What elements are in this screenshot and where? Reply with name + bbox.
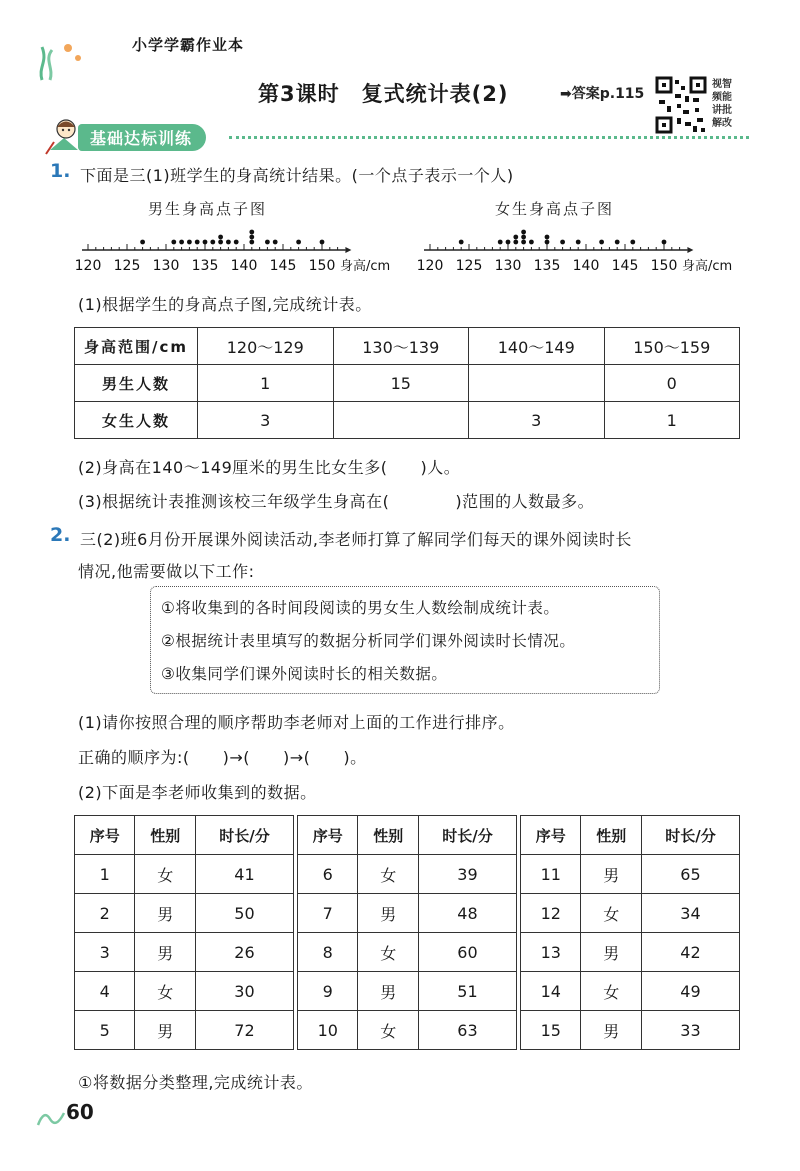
girl-plot-dot <box>529 240 534 245</box>
page-number: 60 <box>66 1100 94 1124</box>
gender-cell: 女 <box>135 855 195 894</box>
gender-cell: 女 <box>358 855 418 894</box>
number-cell: 7 <box>298 894 358 933</box>
gender-cell: 女 <box>581 894 641 933</box>
boy-plot-tick-label: 130 <box>152 258 180 274</box>
girl-plot-dot <box>560 240 565 245</box>
question-1-text: 下面是三(1)班学生的身高统计结果。(一个点子表示一个人) <box>80 166 514 185</box>
number-cell: 2 <box>75 894 135 933</box>
question-2-part-2: (2)下面是李老师收集到的数据。 <box>78 783 317 802</box>
number-cell: 3 <box>75 933 135 972</box>
gender-cell: 男 <box>135 894 195 933</box>
question-1-part-1: (1)根据学生的身高点子图,完成统计表。 <box>78 295 372 314</box>
column-header-gender: 性别 <box>358 816 418 855</box>
qr-caption: 视智 频能 讲批 解改 <box>712 79 732 129</box>
girl-count-row <box>75 402 740 439</box>
number-cell: 12 <box>521 894 581 933</box>
duration-cell: 65 <box>641 855 739 894</box>
duration-cell: 63 <box>418 1011 516 1050</box>
gender-cell: 男 <box>358 894 418 933</box>
table-row <box>75 894 294 933</box>
range-cell: 120～129 <box>198 328 334 365</box>
number-cell: 5 <box>75 1011 135 1050</box>
table-row <box>521 894 740 933</box>
question-2-text-line-2: 情况,他需要做以下工作: <box>78 562 255 581</box>
girl-plot-dot <box>545 240 550 245</box>
duration-cell: 41 <box>195 855 293 894</box>
duration-cell: 50 <box>195 894 293 933</box>
girl-plot-dot <box>521 235 526 240</box>
boy-plot-dot <box>320 240 325 245</box>
boy-plot-tick-label: 150 <box>308 258 336 274</box>
table-row <box>521 933 740 972</box>
gender-cell: 女 <box>358 1011 418 1050</box>
number-cell: 15 <box>521 1011 581 1050</box>
girl-dot-plot <box>416 224 756 280</box>
boy-plot-tick-label: 145 <box>269 258 297 274</box>
boy-plot-dot <box>249 240 254 245</box>
boy-plot-tick-label: 135 <box>191 258 219 274</box>
girl-plot-dot <box>545 235 550 240</box>
number-cell: 8 <box>298 933 358 972</box>
number-cell: 13 <box>521 933 581 972</box>
table-row <box>75 1011 294 1050</box>
girl-plot-tick-label: 120 <box>416 258 444 274</box>
height-table-header-row <box>75 328 740 365</box>
column-header-number: 序号 <box>75 816 135 855</box>
girl-plot-dot <box>599 240 604 245</box>
task-item-1: ①将收集到的各时间段阅读的男女生人数绘制成统计表。 <box>161 599 560 617</box>
girl-count-label: 女生人数 <box>75 402 198 439</box>
number-cell: 10 <box>298 1011 358 1050</box>
question-1-number: 1. <box>50 160 71 182</box>
gender-cell: 女 <box>135 972 195 1011</box>
number-cell: 6 <box>298 855 358 894</box>
column-header-duration: 时长/分 <box>195 816 293 855</box>
book-title: 小学学霸作业本 <box>132 36 245 54</box>
number-cell: 11 <box>521 855 581 894</box>
height-stat-table <box>74 327 740 439</box>
boy-count-cell[interactable]: 15 <box>333 365 469 402</box>
boy-count-cell[interactable]: 1 <box>198 365 334 402</box>
boy-plot-tick-label: 140 <box>230 258 258 274</box>
girl-plot-tick-label: 135 <box>533 258 561 274</box>
boy-count-row <box>75 365 740 402</box>
task-item-3: ③收集同学们课外阅读时长的相关数据。 <box>161 665 448 683</box>
order-answer-line: 正确的顺序为:( )→( )→( )。 <box>78 748 367 767</box>
table-row <box>75 855 294 894</box>
girl-count-cell[interactable]: 3 <box>198 402 334 439</box>
boy-plot-dot <box>234 240 239 245</box>
boy-plot-tick-label: 120 <box>74 258 102 274</box>
girl-plot-tick-label: 145 <box>611 258 639 274</box>
number-cell: 4 <box>75 972 135 1011</box>
duration-cell: 30 <box>195 972 293 1011</box>
boy-plot-axis-unit: 身高/cm <box>340 259 391 274</box>
table-row <box>298 894 517 933</box>
data-table-block <box>297 815 517 1050</box>
girl-plot-dot <box>521 230 526 235</box>
seaweed-decoration-icon <box>30 32 90 82</box>
duration-cell: 48 <box>418 894 516 933</box>
boy-plot-dot <box>195 240 200 245</box>
table-row <box>521 972 740 1011</box>
girl-count-cell[interactable]: 3 <box>469 402 605 439</box>
girl-plot-dot <box>506 240 511 245</box>
question-2-part-2-1: ①将数据分类整理,完成统计表。 <box>78 1073 313 1092</box>
girl-count-cell[interactable]: 1 <box>604 402 740 439</box>
girl-plot-dot <box>662 240 667 245</box>
reading-data-tables <box>74 815 740 1055</box>
girl-plot-title: 女生身高点子图 <box>495 200 615 218</box>
table-row <box>75 933 294 972</box>
gender-cell: 男 <box>581 1011 641 1050</box>
girl-plot-tick-label: 130 <box>494 258 522 274</box>
question-1-part-2: (2)身高在140～149厘米的男生比女生多( )人。 <box>78 458 461 477</box>
lesson-title: 第3课时 复式统计表(2) <box>258 82 509 106</box>
data-table-header-row <box>298 816 517 855</box>
boy-count-cell[interactable] <box>469 365 605 402</box>
column-header-gender: 性别 <box>581 816 641 855</box>
girl-plot-dot <box>630 240 635 245</box>
boy-plot-tick-label: 125 <box>113 258 141 274</box>
boy-plot-dot <box>226 240 231 245</box>
duration-cell: 49 <box>641 972 739 1011</box>
number-cell: 1 <box>75 855 135 894</box>
boy-plot-dot <box>218 240 223 245</box>
boy-dot-plot <box>74 224 414 280</box>
boy-plot-dot <box>273 240 278 245</box>
boy-plot-dot <box>187 240 192 245</box>
girl-plot-dot <box>615 240 620 245</box>
data-table-block <box>74 815 294 1050</box>
boy-count-cell[interactable]: 0 <box>604 365 740 402</box>
range-cell: 150～159 <box>604 328 740 365</box>
duration-cell: 51 <box>418 972 516 1011</box>
gender-cell: 女 <box>358 933 418 972</box>
girl-count-cell[interactable] <box>333 402 469 439</box>
question-2-text-line-1: 三(2)班6月份开展课外阅读活动,李老师打算了解同学们每天的课外阅读时长 <box>80 530 632 549</box>
table-row <box>75 972 294 1011</box>
height-range-header: 身高范围/cm <box>75 328 198 365</box>
answer-reference: ➡答案p.115 <box>560 86 645 102</box>
column-header-number: 序号 <box>521 816 581 855</box>
range-cell: 130～139 <box>333 328 469 365</box>
question-2-number: 2. <box>50 524 71 546</box>
range-cell: 140～149 <box>469 328 605 365</box>
girl-plot-tick-label: 125 <box>455 258 483 274</box>
section-label: 基础达标训练 <box>78 124 206 151</box>
girl-plot-dot <box>459 240 464 245</box>
duration-cell: 26 <box>195 933 293 972</box>
boy-plot-dot <box>171 240 176 245</box>
girl-plot-tick-label: 140 <box>572 258 600 274</box>
boy-plot-dot <box>218 235 223 240</box>
table-row <box>298 933 517 972</box>
duration-cell: 72 <box>195 1011 293 1050</box>
duration-cell: 60 <box>418 933 516 972</box>
duration-cell: 33 <box>641 1011 739 1050</box>
duration-cell: 34 <box>641 894 739 933</box>
boy-count-label: 男生人数 <box>75 365 198 402</box>
dotted-divider <box>229 136 749 139</box>
column-header-duration: 时长/分 <box>641 816 739 855</box>
table-row <box>521 855 740 894</box>
column-header-duration: 时长/分 <box>418 816 516 855</box>
duration-cell: 39 <box>418 855 516 894</box>
column-header-gender: 性别 <box>135 816 195 855</box>
data-table-header-row <box>75 816 294 855</box>
section-banner <box>44 116 754 156</box>
boy-plot-dot <box>249 230 254 235</box>
table-row <box>521 1011 740 1050</box>
boy-plot-dot <box>296 240 301 245</box>
data-table-header-row <box>521 816 740 855</box>
wave-decoration-icon <box>36 1105 66 1129</box>
gender-cell: 男 <box>135 1011 195 1050</box>
gender-cell: 男 <box>135 933 195 972</box>
gender-cell: 男 <box>581 855 641 894</box>
boy-plot-dot <box>249 235 254 240</box>
girl-plot-dot <box>521 240 526 245</box>
table-row <box>298 1011 517 1050</box>
boy-plot-dot <box>203 240 208 245</box>
task-list-box <box>150 586 660 694</box>
gender-cell: 男 <box>358 972 418 1011</box>
table-row <box>298 855 517 894</box>
task-item-2: ②根据统计表里填写的数据分析同学们课外阅读时长情况。 <box>161 632 576 650</box>
girl-plot-dot <box>498 240 503 245</box>
girl-plot-tick-label: 150 <box>650 258 678 274</box>
boy-plot-axis-arrow <box>345 247 351 253</box>
number-cell: 14 <box>521 972 581 1011</box>
question-1-part-3: (3)根据统计表推测该校三年级学生身高在( )范围的人数最多。 <box>78 492 595 511</box>
boy-plot-dot <box>210 240 215 245</box>
column-header-number: 序号 <box>298 816 358 855</box>
question-2-part-1: (1)请你按照合理的顺序帮助李老师对上面的工作进行排序。 <box>78 713 515 732</box>
boy-plot-dot <box>265 240 270 245</box>
girl-plot-axis-unit: 身高/cm <box>682 259 733 274</box>
girl-plot-dot <box>513 235 518 240</box>
girl-plot-axis-arrow <box>687 247 693 253</box>
gender-cell: 男 <box>581 933 641 972</box>
boy-plot-dot <box>179 240 184 245</box>
girl-plot-dot <box>576 240 581 245</box>
data-table-block <box>520 815 740 1050</box>
boy-plot-dot <box>140 240 145 245</box>
girl-plot-dot <box>513 240 518 245</box>
duration-cell: 42 <box>641 933 739 972</box>
boy-plot-title: 男生身高点子图 <box>148 200 268 218</box>
table-row <box>298 972 517 1011</box>
gender-cell: 女 <box>581 972 641 1011</box>
number-cell: 9 <box>298 972 358 1011</box>
